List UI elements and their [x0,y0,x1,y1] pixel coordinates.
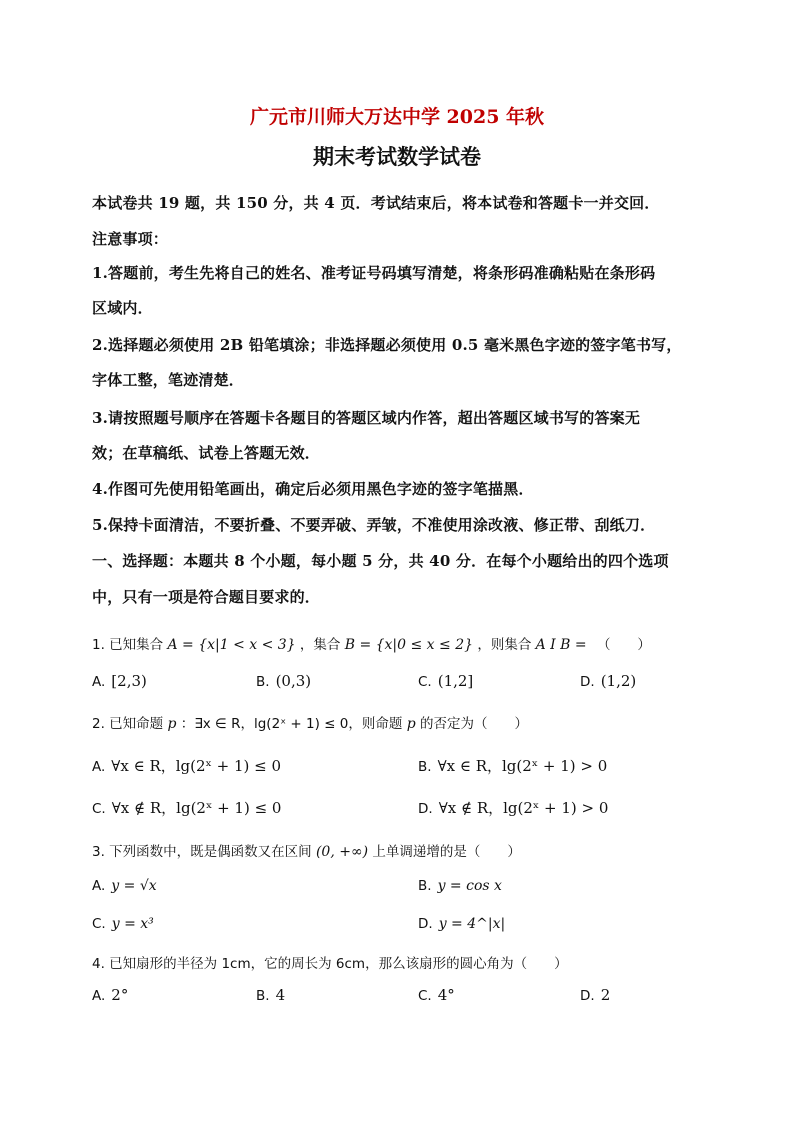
q3-text-1: 3. 下列函数中，既是偶函数又在区间 [92,844,312,860]
q3-interval: (0, +∞) [315,844,369,860]
notice-item-4: 4.作图可先使用铅笔画出，确定后必须用黑色字迹的签字笔描黑． [92,480,534,498]
school-title: 广元市川师大万达中学 2025 年秋 [249,106,545,128]
q1-set-b: B = {x|0 ≤ x ≤ 2} [344,637,474,653]
question-4: 4. 已知扇形的半径为 1cm，它的周长为 6cm，那么该扇形的圆心角为（ ） [92,956,568,972]
q1-option-b[interactable] [256,672,311,690]
option-value: ∀x ∉ R，lg(2ˣ + 1) > 0 [438,799,609,817]
option-value: ∀x ∉ R，lg(2ˣ + 1) ≤ 0 [111,799,282,817]
option-label: D. [418,916,433,932]
option-value: 2 [600,986,611,1004]
option-label: B. [418,759,432,775]
option-value: 4 [275,986,286,1004]
option-label: D. [580,674,595,690]
q1-text-3: ，则集合 [477,637,532,653]
option-label: C. [92,801,106,817]
q2-text-1: 2. 已知命题 [92,716,164,732]
q3-option-b[interactable] [418,878,502,894]
q1-set-a: A = {x|1 < x < 3} [167,637,296,653]
q2-var-2: p [406,716,416,732]
option-label: D. [580,988,595,1004]
option-value: ∀x ∈ R，lg(2ˣ + 1) > 0 [437,757,608,775]
option-value: (1,2) [600,672,637,690]
option-label: A. [92,674,106,690]
q1-text-2: ，集合 [299,637,341,653]
option-label: B. [418,878,432,894]
option-label: C. [418,988,432,1004]
q2-var: p [167,716,177,732]
option-value: (0,3) [275,672,312,690]
q1-option-c[interactable] [418,672,473,690]
section-heading: 一、选择题：本题共 8 个小题，每小题 5 分，共 40 分．在每个小题给出的四个选项 [92,552,669,570]
option-label: D. [418,801,433,817]
notice-heading: 注意事项： [92,230,169,248]
option-value: y = √x [111,878,157,894]
question-2 [92,712,712,732]
option-value: [2,3) [111,672,147,690]
q1-option-d[interactable] [580,672,636,690]
q3-text-2: 上单调递增的是（ ） [372,844,521,860]
q2-text-2: ：∃x ∈ R，lg(2ˣ + 1) ≤ 0，则命题 [180,716,403,732]
q2-option-d[interactable] [418,797,608,818]
q3-option-c[interactable] [92,916,154,932]
notice-item-2: 2.选择题必须使用 2B 铅笔填涂；非选择题必须使用 0.5 毫米黑色字迹的签字笔书写， [92,336,682,354]
option-value: y = x³ [111,916,154,932]
q4-option-b[interactable] [256,986,285,1004]
notice-item-5: 5.保持卡面清洁，不要折叠、不要弄破、弄皱，不准使用涂改液、修正带、刮纸刀． [92,516,656,534]
q4-option-c[interactable] [418,986,455,1004]
option-value: y = cos x [437,878,502,894]
q4-option-a[interactable] [92,986,128,1004]
section-heading-cont: 中，只有一项是符合题目要求的． [92,588,321,606]
option-label: A. [92,878,106,894]
question-3 [92,840,712,860]
q4-option-d[interactable] [580,986,610,1004]
q1-expression: A I B = [535,637,587,653]
q1-text-1: 1. 已知集合 [92,637,164,653]
q2-text-3: 的否定为（ ） [419,716,528,732]
q2-option-c[interactable] [92,797,281,818]
option-label: A. [92,988,106,1004]
q3-option-a[interactable] [92,878,157,894]
notice-item-1-cont: 区域内． [92,299,153,317]
option-label: A. [92,759,106,775]
q1-answer-paren: （ ） [596,637,651,653]
notice-item-2-cont: 字体工整，笔迹清楚． [92,371,245,389]
notice-item-3: 3.请按照题号顺序在答题卡各题目的答题区域内作答，超出答题区域书写的答案无 [92,409,641,427]
option-value: (1,2] [437,672,474,690]
option-value: ∀x ∈ R，lg(2ˣ + 1) ≤ 0 [111,757,282,775]
option-value: 4° [437,986,455,1004]
exam-title: 期末考试数学试卷 [313,144,481,169]
q3-option-d[interactable] [418,916,505,932]
option-label: C. [92,916,106,932]
exam-intro: 本试卷共 19 题，共 150 分，共 4 页．考试结束后，将本试卷和答题卡一并交回． [92,194,660,212]
option-label: B. [256,674,270,690]
notice-item-1: 1.答题前，考生先将自己的姓名、准考证号码填写清楚，将条形码准确粘贴在条形码 [92,264,656,282]
question-1 [92,633,712,653]
notice-item-3-cont: 效；在草稿纸、试卷上答题无效． [92,444,321,462]
option-label: C. [418,674,432,690]
q2-option-a[interactable] [92,755,281,776]
option-label: B. [256,988,270,1004]
q1-option-a[interactable] [92,672,147,690]
option-value: 2° [111,986,129,1004]
option-value: y = 4^|x| [438,916,506,932]
q2-option-b[interactable] [418,755,607,776]
